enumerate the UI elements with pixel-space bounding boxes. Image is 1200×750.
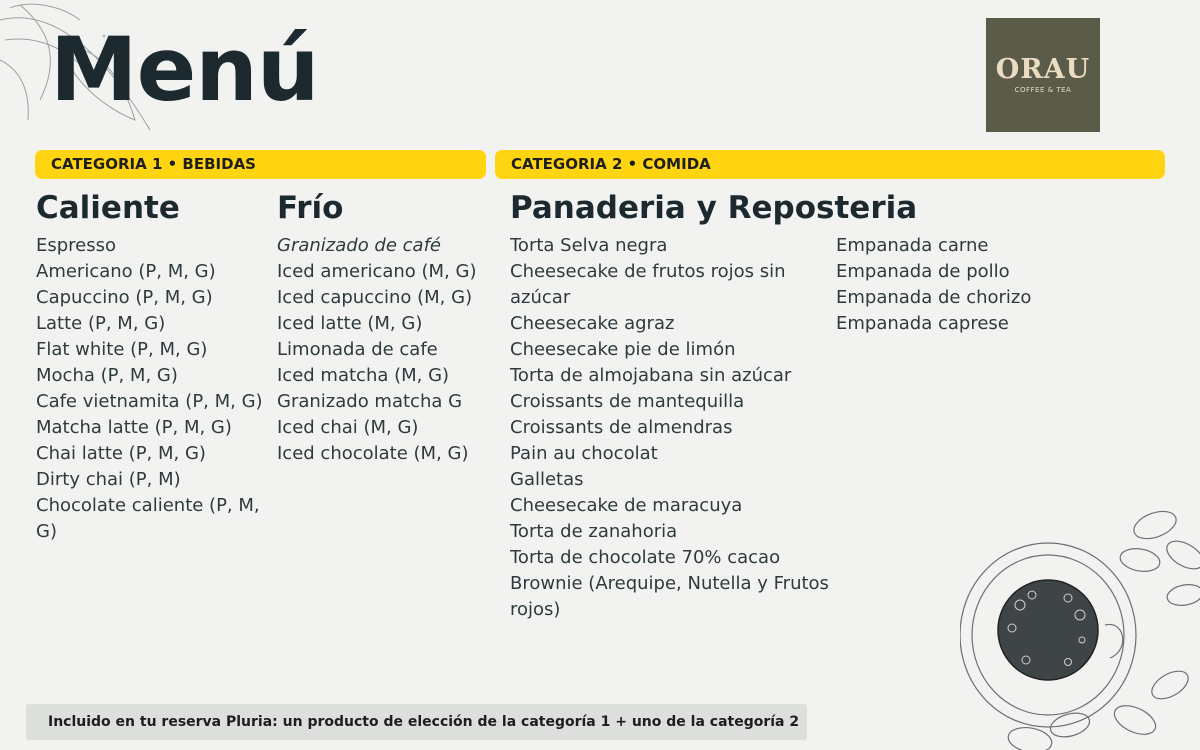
menu-item: Iced latte (M, G) bbox=[277, 313, 423, 334]
logo-subtitle: COFFEE & TEA bbox=[1014, 86, 1072, 94]
menu-item: Cheesecake de maracuya bbox=[510, 495, 743, 516]
menu-item: Matcha latte (P, M, G) bbox=[36, 417, 232, 438]
menu-item: Americano (P, M, G) bbox=[36, 261, 216, 282]
frio-heading: Frío bbox=[277, 190, 344, 226]
empanadas-section bbox=[836, 233, 1136, 337]
empanadas-list bbox=[836, 233, 1136, 337]
menu-item: Mocha (P, M, G) bbox=[36, 365, 178, 386]
menu-item: Granizado matcha G bbox=[277, 391, 463, 412]
menu-item: Torta Selva negra bbox=[510, 235, 668, 256]
frio-list bbox=[277, 233, 487, 467]
menu-item: Dirty chai (P, M) bbox=[36, 469, 181, 490]
menu-item: Torta de zanahoria bbox=[510, 521, 678, 542]
menu-item: Torta de chocolate 70% cacao bbox=[510, 547, 781, 568]
caliente-section bbox=[36, 188, 276, 545]
menu-item: Cheesecake pie de limón bbox=[510, 339, 736, 360]
coffee-cup-icon bbox=[960, 500, 1200, 750]
menu-item: Iced americano (M, G) bbox=[277, 261, 477, 282]
menu-item: Iced chai (M, G) bbox=[277, 417, 419, 438]
menu-item: Croissants de mantequilla bbox=[510, 391, 745, 412]
logo-mark: ORAU bbox=[995, 54, 1091, 85]
menu-item: Capuccino (P, M, G) bbox=[36, 287, 213, 308]
brand-logo bbox=[986, 18, 1100, 132]
category-2-bar: CATEGORIA 2 • COMIDA bbox=[495, 150, 1165, 179]
menu-item: Iced chocolate (M, G) bbox=[277, 443, 469, 464]
menu-item: Iced capuccino (M, G) bbox=[277, 287, 473, 308]
menu-item: Galletas bbox=[510, 469, 584, 490]
menu-item: Cafe vietnamita (P, M, G) bbox=[36, 391, 263, 412]
menu-item: Latte (P, M, G) bbox=[36, 313, 166, 334]
menu-item: Chocolate caliente (P, M, G) bbox=[36, 495, 260, 542]
menu-item: Pain au chocolat bbox=[510, 443, 658, 464]
menu-item: Granizado de café bbox=[277, 235, 441, 256]
menu-item: Cheesecake agraz bbox=[510, 313, 675, 334]
menu-item: Cheesecake de frutos rojos sin azúcar bbox=[510, 261, 786, 308]
menu-item: Brownie (Arequipe, Nutella y Frutos rojos) bbox=[510, 573, 829, 620]
menu-item: Empanada carne bbox=[836, 235, 989, 256]
menu-item: Empanada de chorizo bbox=[836, 287, 1032, 308]
reservation-note: Incluido en tu reserva Pluria: un producto de elección de la categoría 1 + uno de la categoría 2 bbox=[26, 704, 807, 740]
caliente-heading: Caliente bbox=[36, 190, 180, 226]
menu-item: Empanada caprese bbox=[836, 313, 1009, 334]
menu-item: Espresso bbox=[36, 235, 117, 256]
menu-item: Croissants de almendras bbox=[510, 417, 733, 438]
caliente-list bbox=[36, 233, 276, 545]
panaderia-list bbox=[510, 233, 830, 623]
menu-item: Empanada de pollo bbox=[836, 261, 1010, 282]
page-title: Menú bbox=[50, 18, 319, 121]
menu-item: Torta de almojabana sin azúcar bbox=[510, 365, 792, 386]
panaderia-heading: Panaderia y Reposteria bbox=[510, 190, 918, 226]
menu-item: Flat white (P, M, G) bbox=[36, 339, 208, 360]
menu-item: Limonada de cafe bbox=[277, 339, 438, 360]
menu-item: Chai latte (P, M, G) bbox=[36, 443, 206, 464]
frio-section bbox=[277, 188, 487, 467]
menu-item: Iced matcha (M, G) bbox=[277, 365, 450, 386]
category-1-bar: CATEGORIA 1 • BEBIDAS bbox=[35, 150, 486, 179]
